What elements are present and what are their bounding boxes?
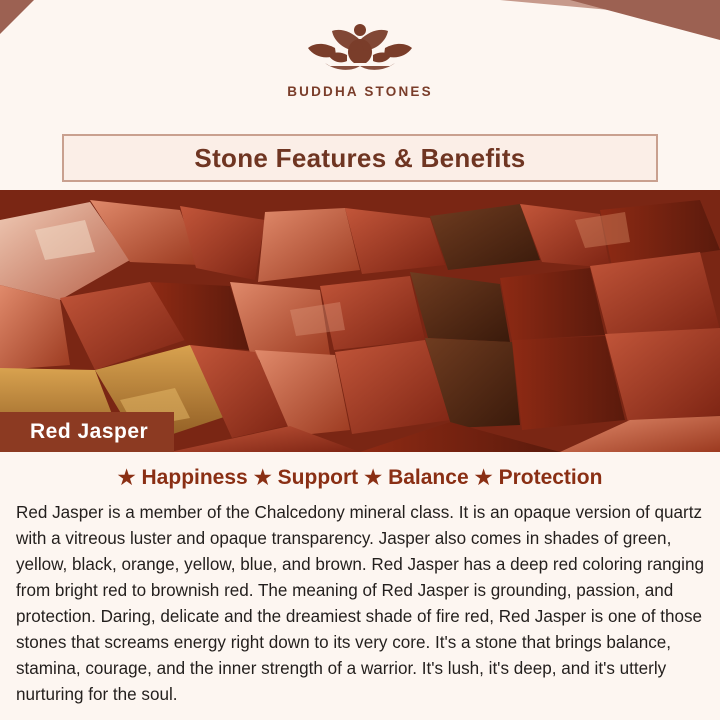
section-title xyxy=(62,134,658,182)
buddha-lotus-icon xyxy=(285,18,435,80)
brand-header xyxy=(0,0,720,128)
benefit-label: Protection xyxy=(498,466,603,489)
benefit-label: Balance xyxy=(388,466,469,489)
section-title-text: Stone Features & Benefits xyxy=(194,142,526,173)
benefit-label: Happiness xyxy=(141,466,248,489)
benefits-row xyxy=(0,466,720,490)
star-icon: ★ xyxy=(364,467,383,489)
star-icon: ★ xyxy=(117,467,136,489)
benefit-item xyxy=(254,466,358,490)
star-icon: ★ xyxy=(253,467,272,489)
stone-photo xyxy=(0,190,720,452)
brand-name: BUDDHA STONES xyxy=(287,84,433,99)
stone-description: Red Jasper is a member of the Chalcedony mineral class. It is an opaque version of quartz with a vitreous luster and opaque transparency. Jasper also comes in shades of green, yellow, black, orange, yellow, blue, and brown. Red Jasper has a deep red coloring ranging from bright red to brownish red. The meaning of Red Jasper is grounding, passion, and protection. Daring, delicate and the dreamiest shade of fire red, Red Jasper is one of those stones that screams energy right down to its very core. It's a stone that brings balance, stamina, courage, and the inner strength of a warrior. It's lush, it's deep, and it's utterly nurturing for the soul. xyxy=(16,503,704,704)
photo-caption: Red Jasper xyxy=(0,412,174,452)
benefit-label: Support xyxy=(277,466,359,489)
bottom-spacer xyxy=(0,710,720,720)
benefit-item xyxy=(118,466,248,490)
benefit-item xyxy=(475,466,603,490)
benefit-item xyxy=(364,466,468,490)
star-icon: ★ xyxy=(474,467,493,489)
